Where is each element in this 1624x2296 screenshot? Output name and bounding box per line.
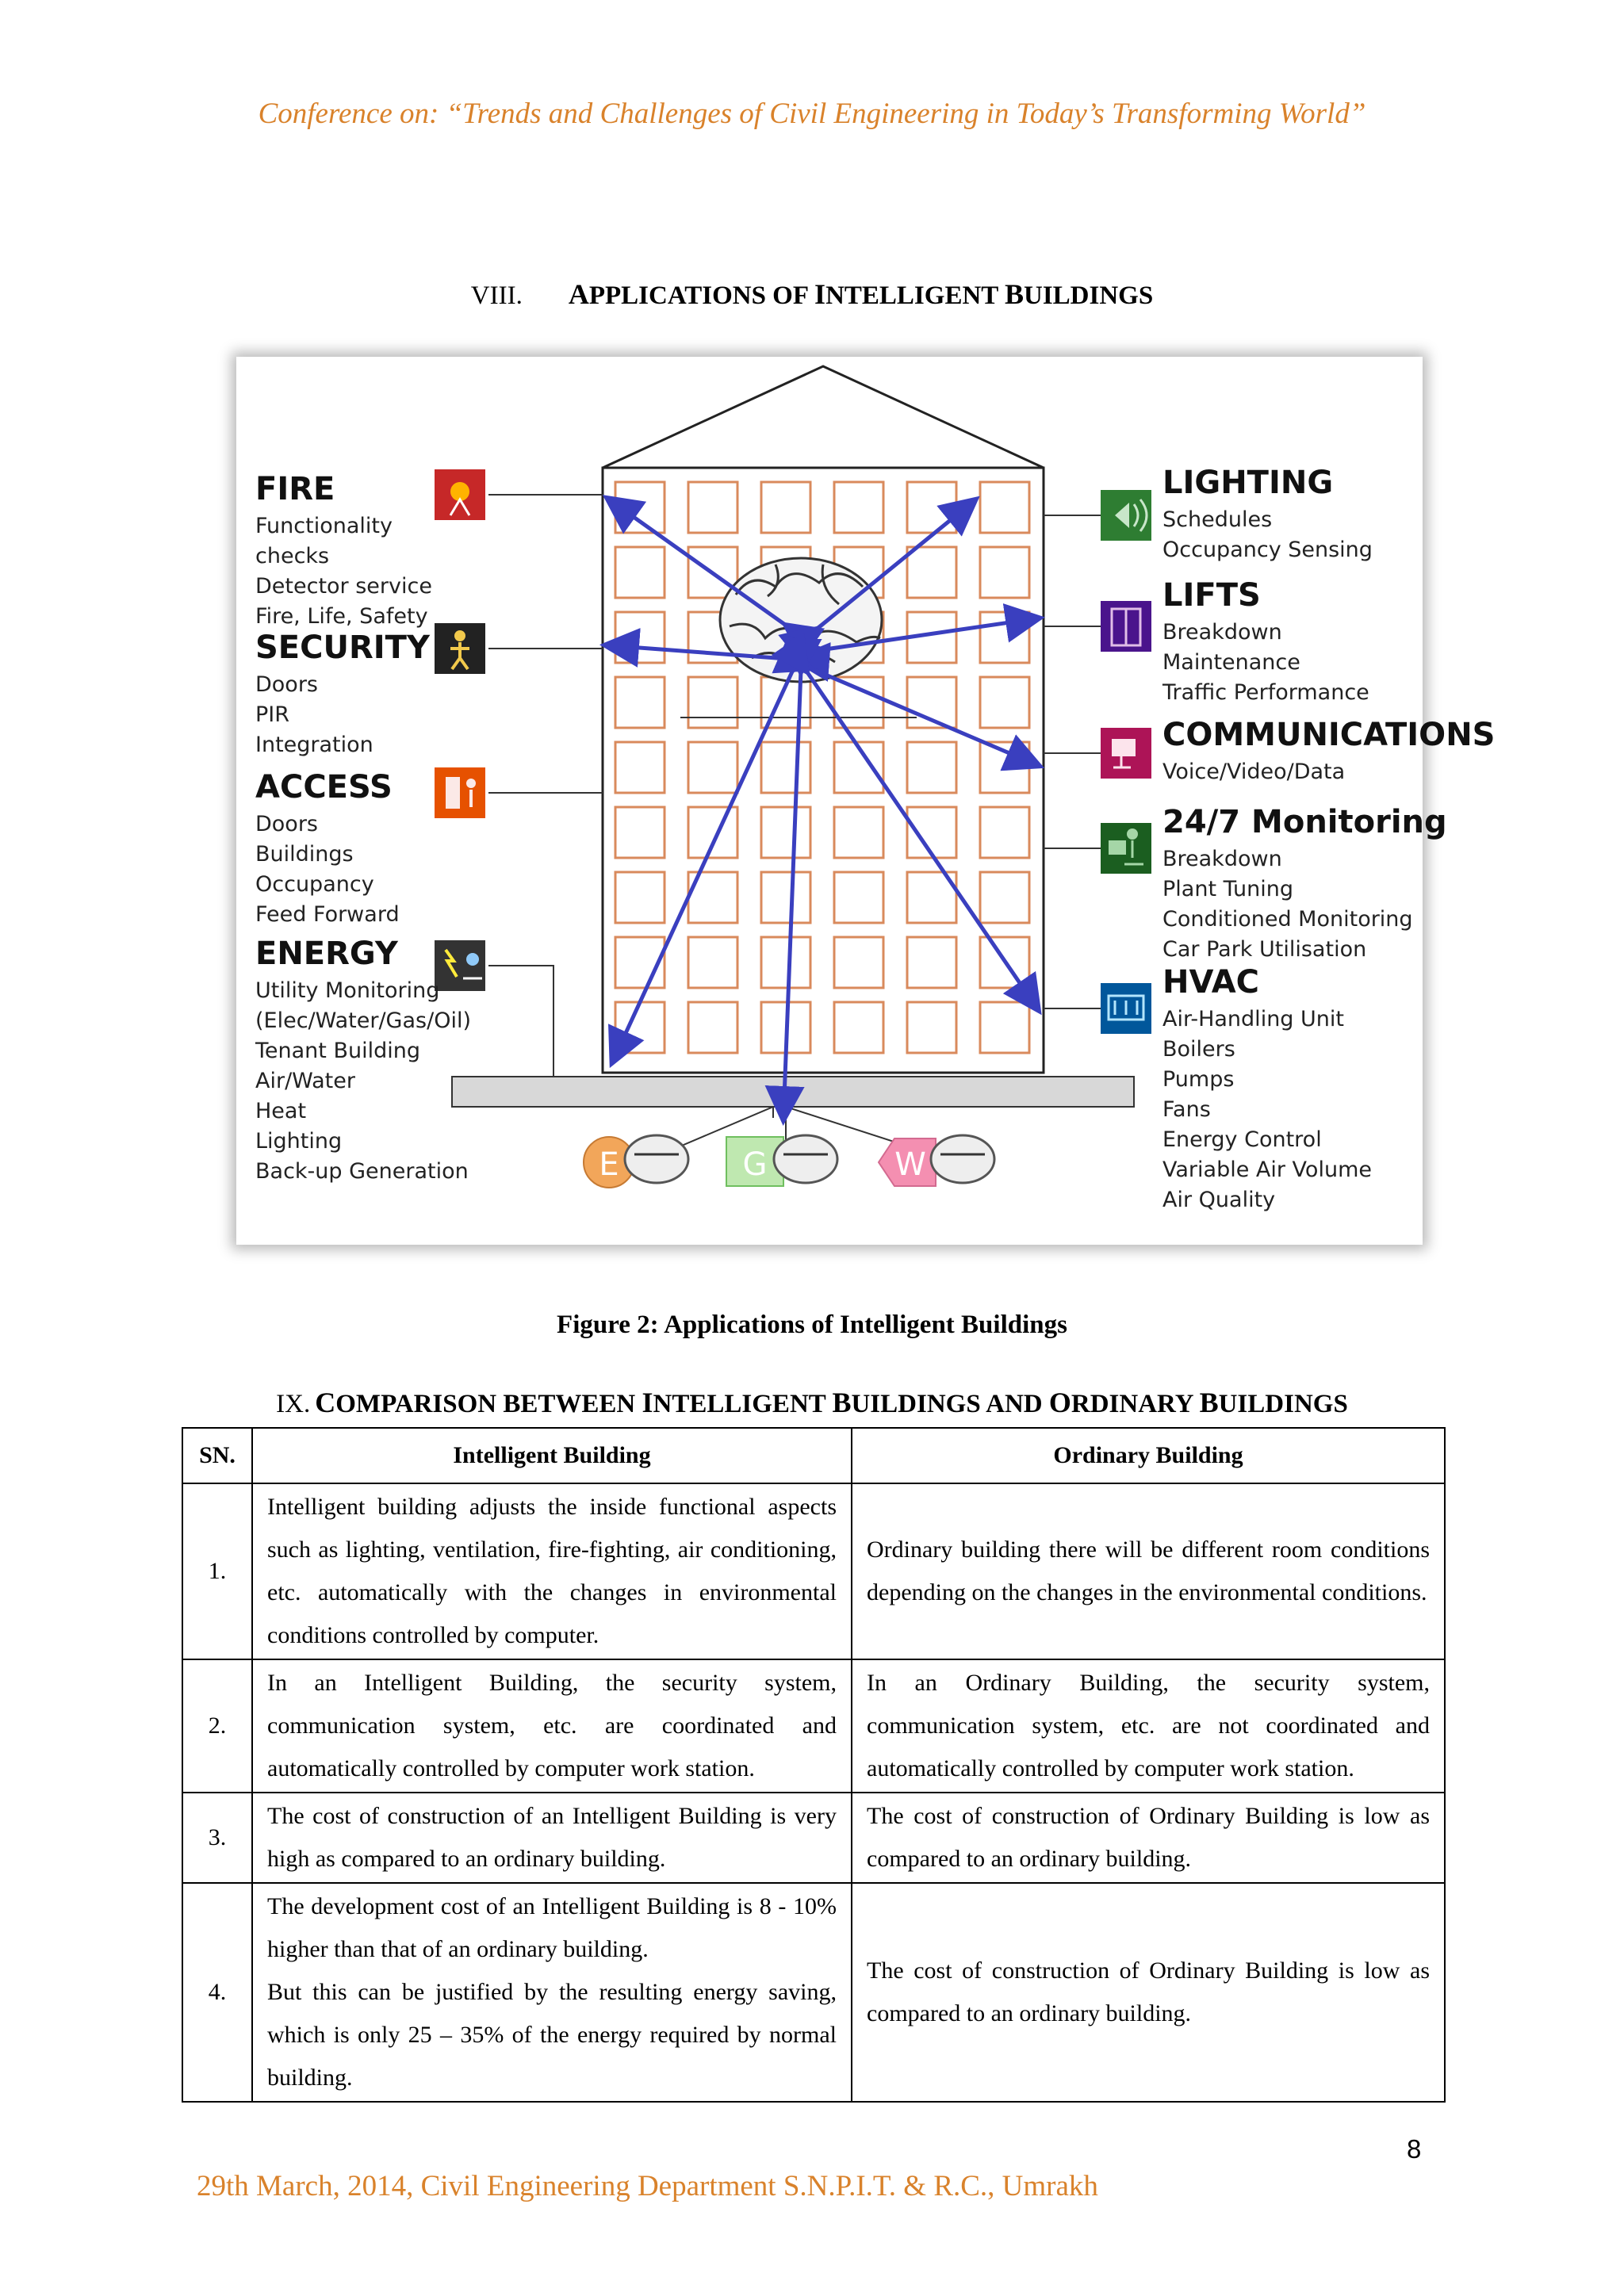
left-group-item: Tenant Building (255, 1039, 420, 1063)
lifts-icon (1101, 601, 1151, 652)
window (761, 872, 810, 923)
left-group-title: ENERGY (255, 936, 398, 972)
intelligent-building-figure (236, 357, 1496, 1245)
energy-icon (435, 940, 485, 991)
window (615, 612, 665, 663)
window (615, 742, 665, 793)
meter-g-label: G (742, 1146, 768, 1183)
window (834, 1002, 883, 1053)
section-9-heading (0, 1386, 1624, 1419)
right-group-item: Energy Control (1162, 1127, 1322, 1152)
gas-meter-icon (726, 1135, 837, 1186)
table-row (182, 1659, 1445, 1793)
left-group-item: Doors (255, 672, 318, 697)
comparison-table (182, 1427, 1446, 2103)
left-group-item: Functionality (255, 514, 393, 538)
window (980, 547, 1029, 598)
window (980, 872, 1029, 923)
window (688, 677, 737, 728)
table-row (182, 1883, 1445, 2102)
section-number: IX. (276, 1390, 311, 1418)
header-ordinary: Ordinary Building (852, 1428, 1445, 1483)
left-group-title: ACCESS (255, 769, 393, 806)
right-group-item: Conditioned Monitoring (1162, 907, 1413, 932)
table-header-row (182, 1428, 1445, 1483)
left-group-title: SECURITY (255, 629, 430, 666)
right-group-title: HVAC (1162, 964, 1260, 1001)
left-group-item: Detector service (255, 574, 432, 599)
right-group-title: COMMUNICATIONS (1162, 717, 1496, 753)
window (907, 482, 956, 533)
building-roof (603, 366, 1044, 468)
page-number: 8 (1407, 2134, 1422, 2164)
row-intelligent: The cost of construction of an Intelligent Building is very high as compared to an ordinary building. (252, 1793, 852, 1883)
right-group-item: Occupancy Sensing (1162, 538, 1373, 562)
row-intelligent-line: But this can be justified by the resulting energy saving, which is only 25 – 35% of the energy required by normal building. (267, 1979, 837, 2091)
window (761, 937, 810, 988)
left-group-item: checks (255, 544, 330, 568)
row-intelligent (252, 1883, 852, 2102)
building-outline (603, 468, 1044, 1073)
left-group-title: FIRE (255, 471, 335, 507)
window (834, 807, 883, 858)
water-meter-icon (879, 1135, 994, 1186)
right-group-item: Car Park Utilisation (1162, 937, 1367, 962)
right-group-item: Air Quality (1162, 1188, 1276, 1212)
row-intelligent: Intelligent building adjusts the inside functional aspects such as lighting, ventilation, fire-fighting, air conditioning, etc. automatically with the changes in environmental conditions controlled by computer. (252, 1483, 852, 1659)
window (834, 937, 883, 988)
window (980, 482, 1029, 533)
building-base (452, 1077, 1134, 1107)
window (907, 547, 956, 598)
window (688, 742, 737, 793)
left-group-item: Lighting (255, 1129, 343, 1154)
left-group-item: PIR (255, 702, 290, 727)
window (615, 677, 665, 728)
window (980, 677, 1029, 728)
communications-icon (1101, 728, 1151, 779)
right-group-title: LIGHTING (1162, 465, 1334, 501)
left-group-item: Buildings (255, 842, 354, 867)
row-sn: 4. (182, 1883, 252, 2102)
left-group-item: Air/Water (255, 1069, 355, 1093)
hvac-icon (1101, 983, 1151, 1034)
meter-w-label: W (894, 1146, 926, 1183)
right-group-item: Fans (1162, 1097, 1211, 1122)
lighting-icon (1101, 490, 1151, 541)
window (907, 742, 956, 793)
row-ordinary: The cost of construction of Ordinary Building is low as compared to an ordinary building. (852, 1883, 1445, 2102)
left-group-item: Utility Monitoring (255, 978, 440, 1003)
meter-e-label: E (599, 1146, 619, 1183)
left-group-item: Fire, Life, Safety (255, 604, 428, 629)
window (980, 1002, 1029, 1053)
right-group-item: Air-Handling Unit (1162, 1007, 1344, 1031)
right-group-item: Boilers (1162, 1037, 1235, 1062)
security-icon (435, 623, 485, 674)
conference-header: Conference on: “Trends and Challenges of Civil Engineering in Today’s Transforming World” (258, 98, 1366, 130)
right-group-title: LIFTS (1162, 577, 1261, 614)
window (980, 807, 1029, 858)
window (615, 807, 665, 858)
window (615, 872, 665, 923)
window (615, 547, 665, 598)
header-intelligent: Intelligent Building (252, 1428, 852, 1483)
electricity-meter-icon (584, 1135, 688, 1188)
monitoring-icon (1101, 823, 1151, 874)
row-ordinary: Ordinary building there will be different room conditions depending on the changes in the environmental conditions. (852, 1483, 1445, 1659)
right-group-item: Traffic Performance (1162, 680, 1369, 705)
right-group-title: 24/7 Monitoring (1162, 804, 1447, 840)
table-row (182, 1483, 1445, 1659)
row-ordinary: The cost of construction of Ordinary Building is low as compared to an ordinary building. (852, 1793, 1445, 1883)
window (761, 742, 810, 793)
left-group-item: Heat (255, 1099, 307, 1123)
window (907, 937, 956, 988)
right-group-item: Schedules (1162, 507, 1273, 532)
right-group-item: Plant Tuning (1162, 877, 1293, 901)
window (834, 872, 883, 923)
right-group-item: Variable Air Volume (1162, 1158, 1372, 1182)
header-sn: SN. (182, 1428, 252, 1483)
left-group-item: (Elec/Water/Gas/Oil) (255, 1008, 471, 1033)
row-ordinary: In an Ordinary Building, the security system, communication system, etc. are not coordinated and automatically controlled by computer work station. (852, 1659, 1445, 1793)
right-group-item: Voice/Video/Data (1162, 760, 1346, 784)
row-sn: 2. (182, 1659, 252, 1793)
window (688, 937, 737, 988)
row-intelligent-line: The development cost of an Intelligent Building is 8 - 10% higher than that of an ordinary building. (267, 1893, 837, 1962)
right-group-item: Breakdown (1162, 847, 1282, 871)
section-number: VIII. (470, 281, 523, 310)
table-row (182, 1793, 1445, 1883)
left-group-item: Feed Forward (255, 902, 400, 927)
section-title: COMPARISON BETWEEN INTELLIGENT BUILDINGS AND ORDINARY BUILDINGS (315, 1387, 1348, 1418)
left-label-groups (255, 471, 471, 1184)
window (688, 807, 737, 858)
page-footer: 29th March, 2014, Civil Engineering Department S.N.P.I.T. & R.C., Umrakh (197, 2170, 1098, 2202)
window (615, 1002, 665, 1053)
right-group-item: Breakdown (1162, 620, 1282, 645)
row-sn: 3. (182, 1793, 252, 1883)
window (834, 482, 883, 533)
window (761, 482, 810, 533)
window (688, 1002, 737, 1053)
window (907, 1002, 956, 1053)
left-group-item: Integration (255, 733, 373, 757)
right-group-item: Maintenance (1162, 650, 1300, 675)
window (761, 807, 810, 858)
right-label-groups (1162, 465, 1495, 1212)
window (688, 482, 737, 533)
access-icon (435, 767, 485, 818)
row-intelligent: In an Intelligent Building, the security system, communication system, etc. are coordinated and automatically controlled by computer work station. (252, 1659, 852, 1793)
fire-icon (435, 469, 485, 520)
figure-caption: Figure 2: Applications of Intelligent Buildings (557, 1311, 1067, 1339)
right-group-item: Pumps (1162, 1067, 1235, 1092)
left-group-item: Doors (255, 812, 318, 836)
section-title: APPLICATIONS OF INTELLIGENT BUILDINGS (568, 278, 1154, 310)
left-group-item: Occupancy (255, 872, 374, 897)
row-sn: 1. (182, 1483, 252, 1659)
section-8-heading (0, 277, 1624, 311)
left-group-item: Back-up Generation (255, 1159, 469, 1184)
